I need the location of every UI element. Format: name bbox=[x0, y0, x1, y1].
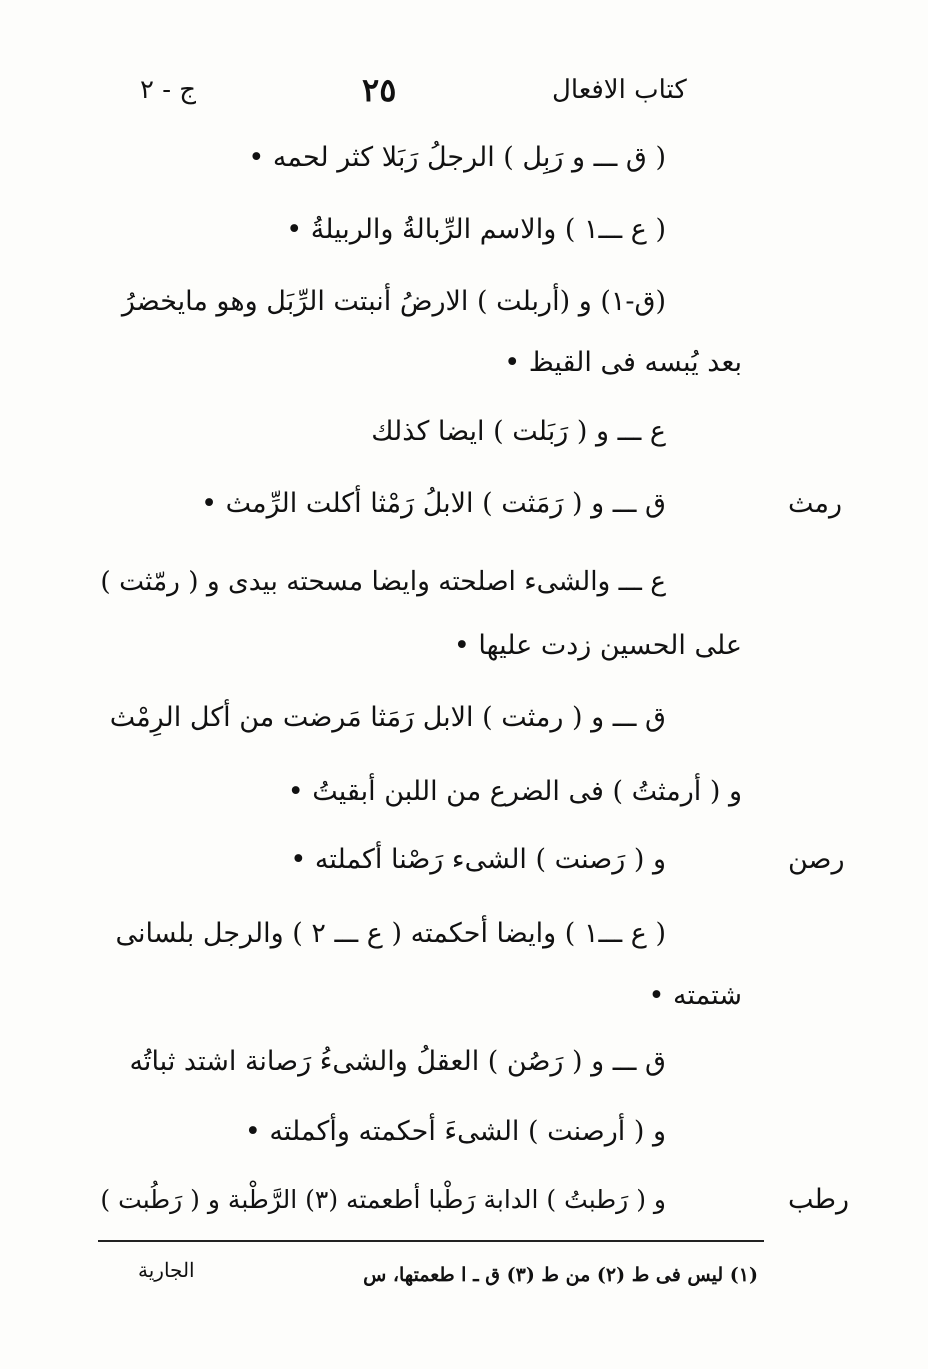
text-line-4: بعد يُبسه فى القيظ • bbox=[504, 347, 742, 378]
text-line-13: شتمته • bbox=[648, 980, 742, 1011]
page-number: ٢٥ bbox=[362, 71, 397, 109]
text-line-12: ( ع ـــ١ ) وايضا أحكمته ( ع ـــ ٢ ) والرجل بلسانى bbox=[115, 918, 666, 949]
text-line-6: ق ـــ و ( رَمَثت ) الابلُ رَمْثا أكلت الرِّمث • bbox=[201, 488, 666, 519]
volume-number: ج - ٢ bbox=[140, 75, 197, 105]
text-line-9: ق ـــ و ( رمثت ) الابل رَمَثا مَرضت من أكل الرِمْث bbox=[109, 702, 666, 733]
text-line-3: (ق-١) و (أربلت ) الارضُ أنبتت الرِّبَل وهو مايخضرُ bbox=[121, 286, 666, 317]
text-line-7: ع ـــ والشىء اصلحته وايضا مسحته بيدى و ( رمّثت ) bbox=[100, 566, 666, 597]
text-line-14: ق ـــ و ( رَصُن ) العقلُ والشىءُ رَصانة اشتد ثباتُه bbox=[129, 1046, 666, 1077]
book-title: كتاب الافعال bbox=[552, 75, 687, 105]
text-line-11: و ( رَصنت ) الشىء رَصْنا أكملته • bbox=[290, 844, 666, 875]
text-line-5: ع ـــ و ( رَبَلت ) ايضا كذلك bbox=[371, 416, 666, 447]
footnotes: (١) ليس فى ط (٢) من ط (٣) ق ـ ا طعمتها، س bbox=[363, 1264, 758, 1286]
text-line-1: ( ق ـــ و رَبِل ) الرجلُ رَبَلا كثر لحمه • bbox=[248, 142, 666, 173]
text-line-10: و ( أرمثتُ ) فى الضرع من اللبن أبقيتُ • bbox=[287, 776, 742, 807]
margin-root-ramath: رمث bbox=[788, 488, 843, 519]
margin-root-ratab: رطب bbox=[788, 1184, 850, 1215]
text-line-8: على الحسين زدت عليها • bbox=[453, 630, 742, 661]
footnote-divider bbox=[98, 1240, 764, 1242]
text-line-16: و ( رَطبتُ ) الدابة رَطْبا أطعمته (٣) الرَّطْبة و ( رَطُبت ) bbox=[100, 1185, 666, 1214]
catchword: الجارية bbox=[138, 1258, 195, 1282]
text-line-2: ( ع ـــ١ ) والاسم الرِّبالةُ والربيلةُ • bbox=[286, 214, 666, 245]
text-line-15: و ( أرصنت ) الشىءَ أحكمته وأكملته • bbox=[244, 1116, 666, 1147]
margin-root-rasan: رصن bbox=[788, 844, 845, 875]
